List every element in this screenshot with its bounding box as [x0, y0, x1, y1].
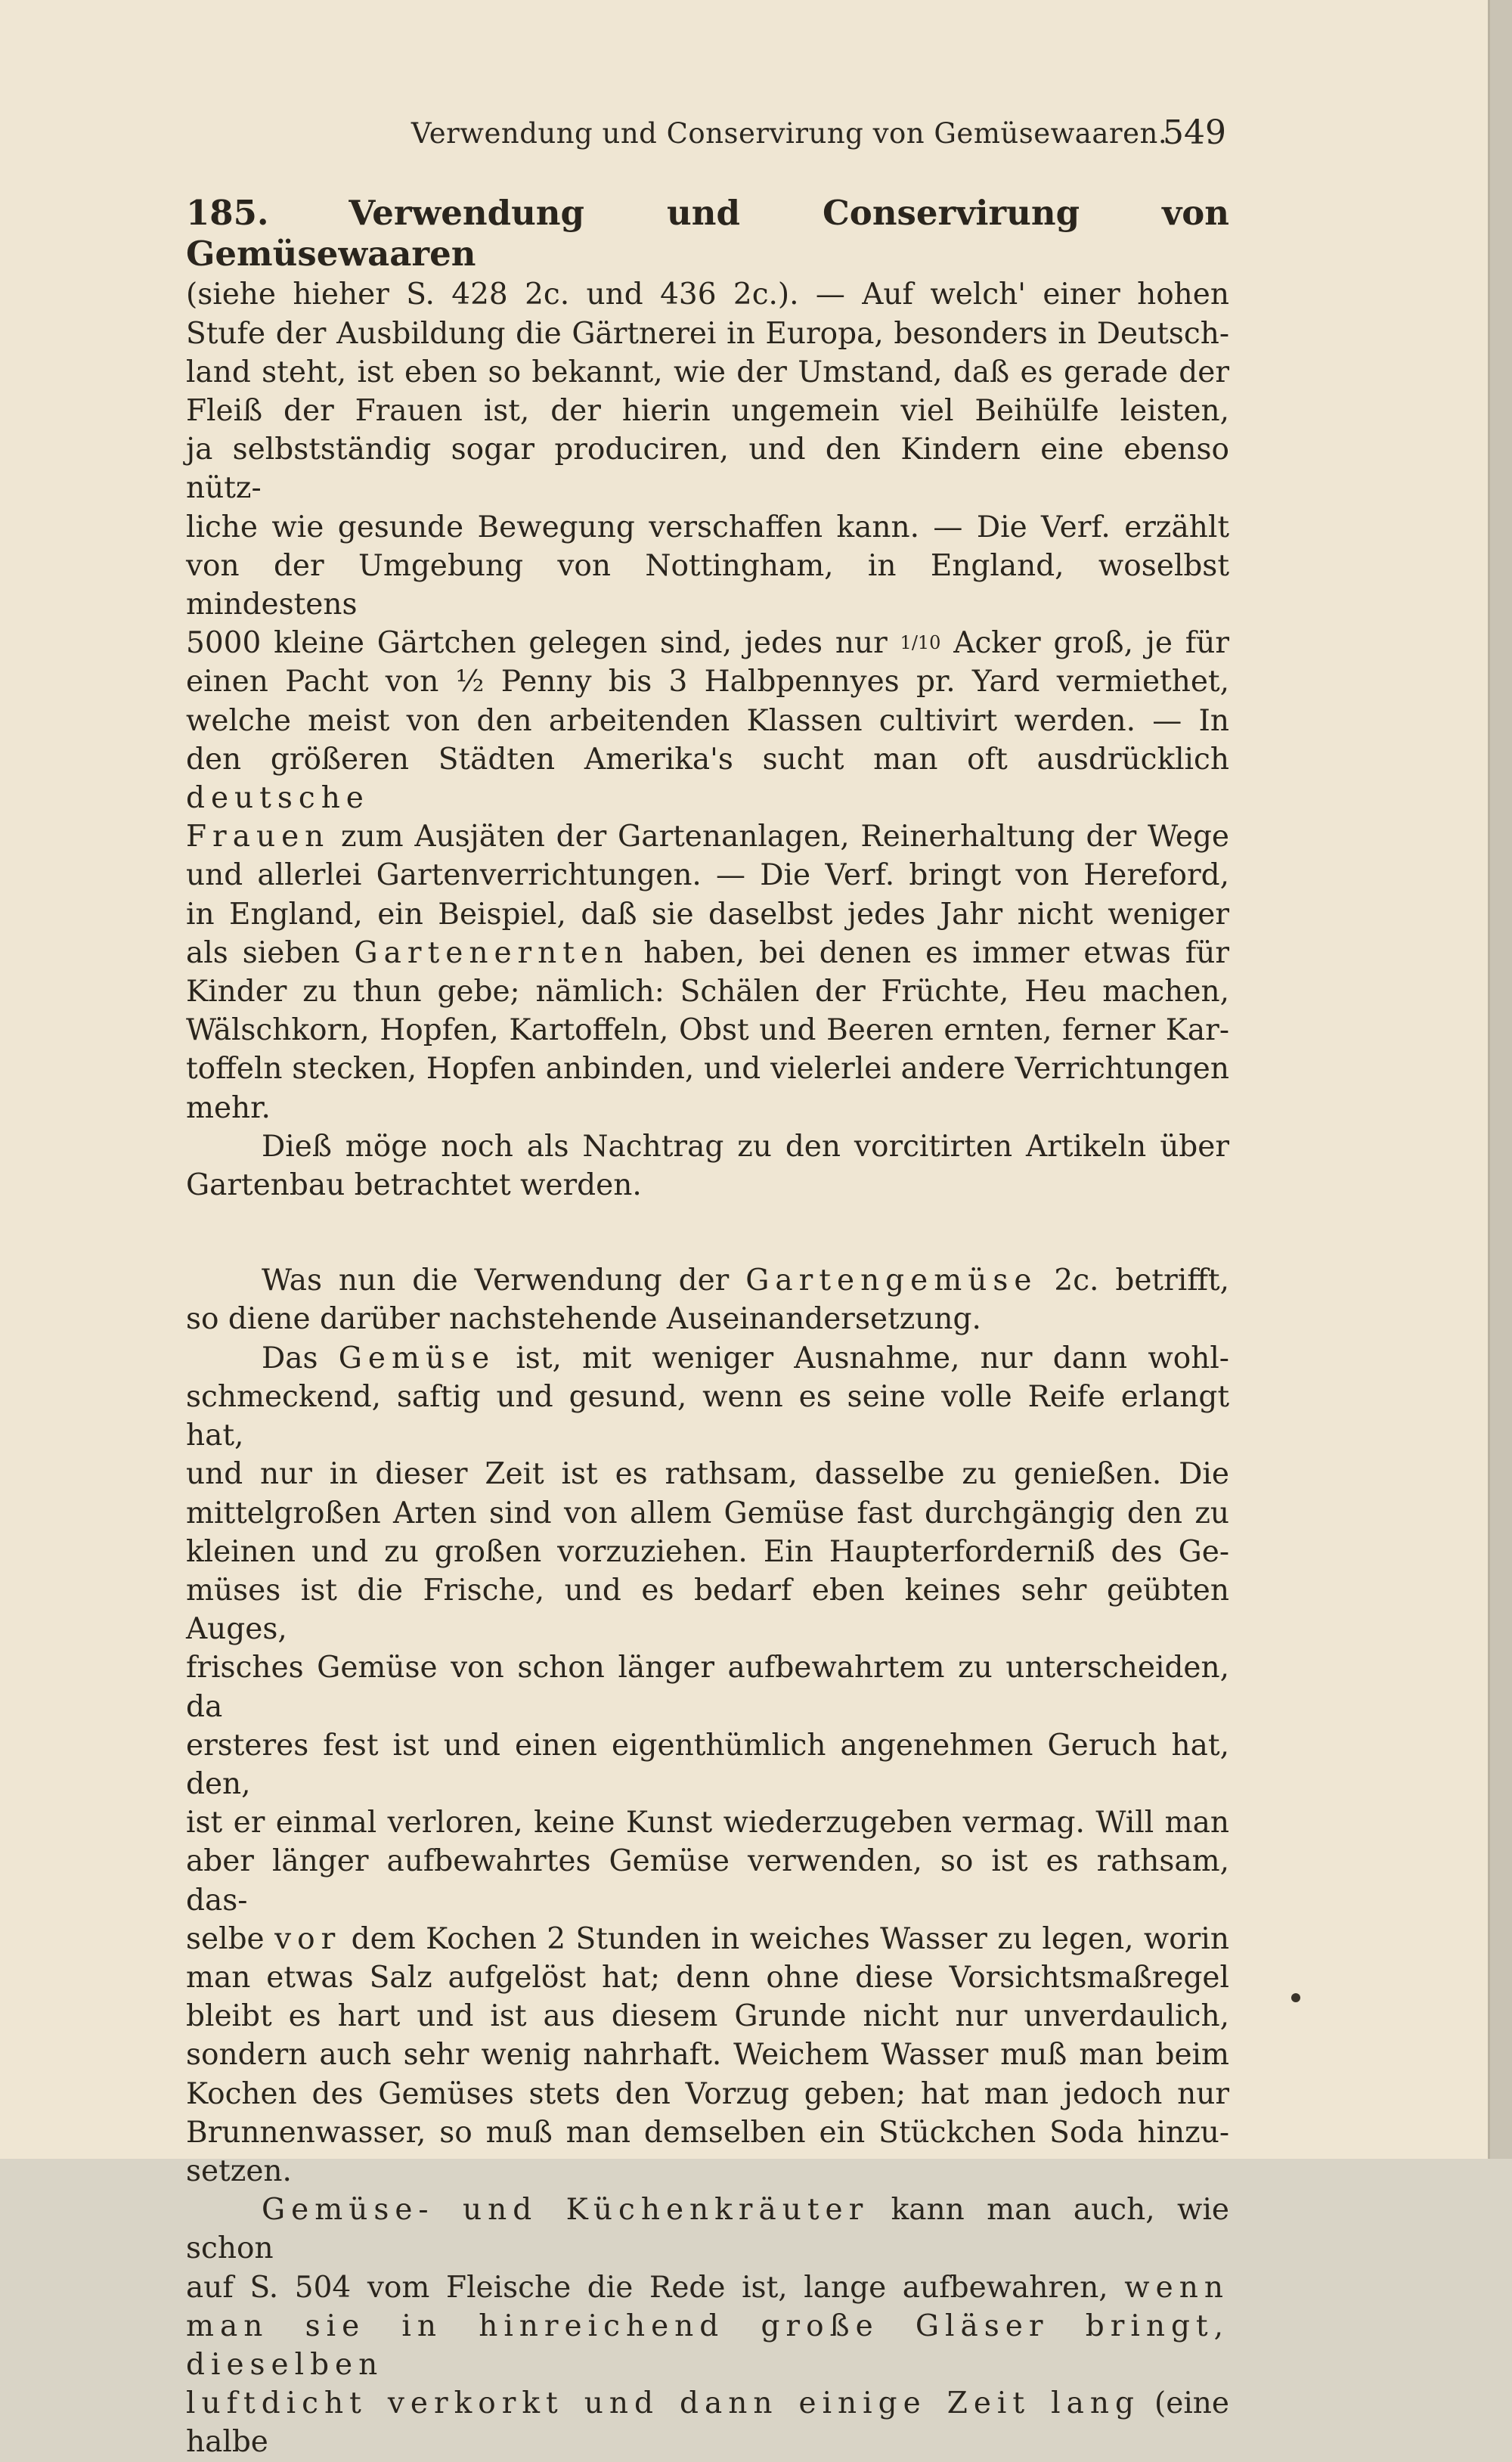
section-heading: Verwendung und Conservirung von Gemüsewaaren — [186, 193, 1229, 274]
text-line: mehr. — [186, 1090, 271, 1125]
fraction: 1/10 — [900, 632, 941, 654]
text-line: man etwas Salz aufgelöst hat; denn ohne diese Vorsichtsmaßregel — [186, 1960, 1229, 1995]
text-line: Gartenbau betrachtet werden. — [186, 1168, 642, 1203]
text-line: sondern auch sehr wenig nahrhaft. Weichem Wasser muß man beim — [186, 2038, 1229, 2073]
text-line: aber länger aufbewahrtes Gemüse verwenden, so ist es rathsam, das- — [186, 1844, 1229, 1918]
text-segment: dem Kochen 2 Stunden in weiches Wasser zu legen, worin — [351, 1921, 1229, 1956]
spaced-text: luftdicht verkorkt und dann einige Zeit lang — [186, 2386, 1140, 2421]
text-line: und allerlei Gartenverrichtungen. — Die Verf. bringt von Hereford, — [186, 858, 1229, 893]
text-segment: 5000 kleine Gärtchen gelegen sind, jedes nur — [186, 626, 888, 661]
text-line: welche meist von den arbeitenden Klassen cultivirt werden. — In — [186, 703, 1229, 738]
text-line: ersteres fest ist und einen eigenthümlich angenehmen Geruch hat, den, — [186, 1728, 1229, 1801]
text-segment: Das — [262, 1341, 318, 1375]
text-line: ja selbstständig sogar produciren, und den Kindern eine ebenso nütz- — [186, 433, 1229, 506]
text-line — [186, 1339, 1229, 1378]
text-line: schmeckend, saftig und gesund, wenn es seine volle Reife erlangt hat, — [186, 1379, 1229, 1453]
text-line: Brunnenwasser, so muß man demselben ein Stückchen Soda hinzu- — [186, 2115, 1229, 2150]
section-paragraph — [186, 194, 1229, 275]
text-line: und nur in dieser Zeit ist es rathsam, dasselbe zu genießen. Die — [186, 1457, 1229, 1492]
section-number: 185. — [186, 193, 269, 233]
spaced-text: Frauen — [186, 820, 330, 854]
text-line — [186, 934, 1229, 972]
spaced-text: wenn — [1124, 2270, 1229, 2305]
text-line: toffeln stecken, Hopfen anbinden, und vielerlei andere Verrichtungen — [186, 1052, 1229, 1087]
text-line: mittelgroßen Arten sind von allem Gemüse fast durchgängig den zu — [186, 1496, 1229, 1530]
text-line: kleinen und zu großen vorzuziehen. Ein Haupterforderniß des Ge- — [186, 1534, 1229, 1569]
spaced-text: vor — [274, 1921, 342, 1956]
text-segment: ist, mit weniger Ausnahme, nur dann wohl- — [516, 1341, 1229, 1375]
text-line: einen Pacht von ½ Penny bis 3 Halbpennyes pr. Yard vermiethet, — [186, 665, 1229, 699]
text-line — [186, 2191, 1229, 2268]
text-segment: haben, bei denen es immer etwas für — [643, 935, 1229, 970]
spaced-text: Gemüse- und Küchenkräuter — [262, 2193, 869, 2228]
text-line: Dieß möge noch als Nachtrag zu den vorcitirten Artikeln über — [262, 1129, 1229, 1164]
text-line — [186, 817, 1229, 856]
spaced-text: Gartengemüse — [745, 1264, 1038, 1298]
text-line: so diene darüber nachstehende Auseinandersetzung. — [186, 1302, 981, 1337]
text-line: müses ist die Frische, und es bedarf eben keines sehr geübten Auges, — [186, 1573, 1229, 1647]
spaced-text: Gemüse — [338, 1341, 496, 1375]
text-segment: (eine halbe — [186, 2386, 1229, 2460]
text-line — [186, 2268, 1229, 2307]
text-segment: Acker groß, je für — [953, 626, 1229, 661]
text-line: bleibt es hart und ist aus diesem Grunde nicht nur unverdaulich, — [186, 1999, 1229, 2034]
text-line: liche wie gesunde Bewegung verschaffen kann. — Die Verf. erzählt — [186, 510, 1229, 544]
text-line: in England, ein Beispiel, daß sie daselbst jedes Jahr nicht weniger — [186, 897, 1229, 932]
text-segment: selbe — [186, 1921, 265, 1956]
text-line: ist er einmal verloren, keine Kunst wiederzugeben vermag. Will man — [186, 1806, 1229, 1840]
text-line: setzen. — [186, 2153, 292, 2188]
spaced-text: Gartenernten — [354, 935, 630, 970]
text-segment: den größeren Städten Amerika's sucht man oft ausdrücklich — [186, 742, 1229, 777]
text-segment: kann man auch, wie schon — [186, 2193, 1229, 2266]
text-line — [186, 1261, 1229, 1300]
text-segment: zum Ausjäten der Gartenanlagen, Reinerhaltung der Wege — [341, 820, 1229, 854]
page-body — [186, 194, 1229, 2462]
ink-dot — [1291, 1993, 1300, 2002]
running-header: Verwendung und Conservirung von Gemüsewaaren. — [411, 117, 1168, 150]
text-line: Kochen des Gemüses stets den Vorzug geben; hat man jedoch nur — [186, 2076, 1229, 2111]
text-line — [186, 2384, 1229, 2461]
spaced-text: deutsche — [186, 781, 370, 816]
text-line: frisches Gemüse von schon länger aufbewahrtem zu unterscheiden, da — [186, 1651, 1229, 1724]
text-line: Fleiß der Frauen ist, der hierin ungemein viel Beihülfe leisten, — [186, 394, 1229, 429]
text-line — [186, 624, 1229, 662]
text-segment: auf S. 504 vom Fleische die Rede ist, lange aufbewahren, — [186, 2270, 1108, 2305]
text-line: Wälschkorn, Hopfen, Kartoffeln, Obst und Beeren ernten, ferner Kar- — [186, 1013, 1229, 1048]
text-line — [186, 740, 1229, 817]
text-segment: 2c. betrifft, — [1054, 1264, 1229, 1298]
text-line: man sie in hinreichend große Gläser bringt, dieselben — [186, 2309, 1229, 2382]
text-line: (siehe hieher S. 428 2c. und 436 2c.). — Auf welch' einer hohen — [186, 278, 1229, 312]
text-segment: als sieben — [186, 935, 340, 970]
binding-gutter — [1488, 0, 1512, 2159]
text-line — [186, 1920, 1229, 1958]
paragraph-gap — [186, 1205, 1229, 1261]
text-line: von der Umgebung von Nottingham, in England, woselbst mindestens — [186, 548, 1229, 622]
text-segment: Was nun die Verwendung der — [262, 1264, 730, 1298]
text-line: land steht, ist eben so bekannt, wie der Umstand, daß es gerade der — [186, 355, 1229, 389]
page-number: 549 — [1163, 113, 1226, 152]
text-line: Kinder zu thun gebe; nämlich: Schälen der Früchte, Heu machen, — [186, 975, 1229, 1009]
text-line: Stufe der Ausbildung die Gärtnerei in Europa, besonders in Deutsch- — [186, 316, 1229, 351]
